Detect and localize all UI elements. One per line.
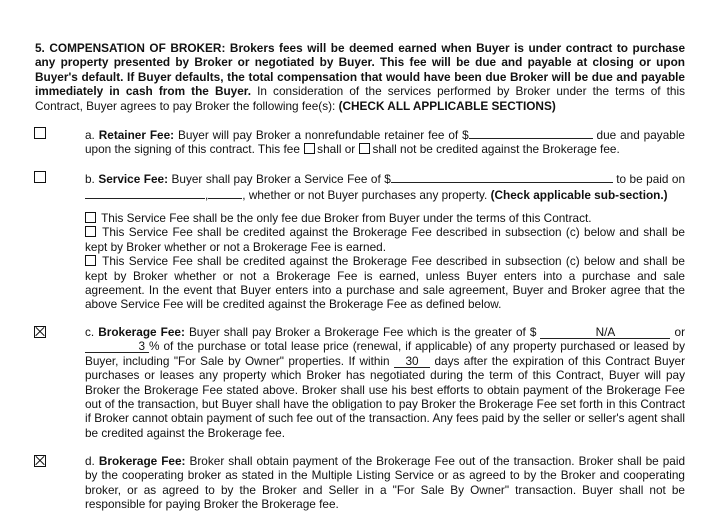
retainer-shall-checkbox[interactable]: [304, 143, 315, 154]
brokerage-fee-c-title: Brokerage Fee:: [98, 325, 185, 339]
service-fee-sub-options: [85, 211, 685, 312]
service-fee-checkbox[interactable]: [34, 171, 46, 183]
brokerage-fee-percent-field[interactable]: 3: [85, 340, 149, 353]
retainer-fee-checkbox[interactable]: [34, 127, 46, 139]
sub-option-1: This Service Fee shall be the only fee due Broker from Buyer under the terms of this Contract.: [85, 211, 685, 225]
brokerage-fee-days-field[interactable]: 30: [394, 355, 430, 368]
brokerage-fee-minimum-field[interactable]: N/A: [540, 326, 670, 339]
brokerage-fee-d-title: Brokerage Fee:: [98, 454, 186, 468]
section-5-intro: [35, 41, 685, 113]
retainer-shall-not-checkbox[interactable]: [359, 143, 370, 154]
section-consideration-text: In consideration of the services performed by Broker under the terms of this Contract, Buyer agrees to pay Broker the following fee(s):: [35, 84, 685, 113]
service-fee-date-field[interactable]: [85, 186, 205, 199]
retainer-fee-amount-field[interactable]: [469, 126, 593, 139]
brokerage-fee-c-paragraph: c. Brokerage Fee: Buyer shall pay Broker a Brokerage Fee which is the greater of $ N/A or 3 % of the purchase or total lease price (renewal, if applicable) of any property purchased or leased by Buyer, including "For Sale by Owner" properties. If within 30 days after the expiration of this Contract Buyer purchases or leases any property which Broker has negotiated during the term of this Contract, Buyer will pay Broker the Brokerage Fee stated above. Broker shall use his best efforts to obtain payment of the Brokerage Fee out of the transaction, but Buyer shall have the obligation to pay Broker the Brokerage Fee set forth in this Contract if Broker cannot obtain payment of such fee out of the transaction. Any fees paid by the seller or seller's agent shall be credited against the Brokerage fee.: [85, 325, 686, 440]
sub-option-2-checkbox[interactable]: [85, 226, 96, 237]
service-fee-paragraph: b. Service Fee: Buyer shall pay Broker a Service Fee of $ to be paid on , , whether or not Buyer purchases any property. (Check applicable sub-section.): [85, 172, 686, 203]
brokerage-fee-c-checkbox[interactable]: [34, 326, 46, 338]
brokerage-fee-d-checkbox[interactable]: [34, 455, 46, 467]
check-sub-section-instruction: (Check applicable sub-section.): [490, 188, 668, 203]
retainer-fee-title: Retainer Fee:: [98, 128, 175, 142]
sub-option-3-checkbox[interactable]: [85, 255, 96, 266]
service-fee-amount-field[interactable]: [391, 170, 613, 183]
sub-option-2: This Service Fee shall be credited against the Brokerage Fee described in subsection (c) below and shall be kept by Broker whether or not a Brokerage Fee is earned.: [85, 225, 685, 254]
sub-option-1-checkbox[interactable]: [85, 212, 96, 223]
section-heading: 5. COMPENSATION OF BROKER:: [35, 41, 226, 55]
service-fee-year-field[interactable]: [208, 186, 242, 199]
brokerage-fee-d-paragraph: d. Brokerage Fee: Broker shall obtain payment of the Brokerage Fee out of the transaction. Broker shall be paid by the cooperating broker as stated in the Multiple Listing Service or as agreed to by the Broker and cooperating broker, or as agreed to by the Broker and Seller in a "For Sale By Owner" transaction. Buyer shall not be responsible for paying Broker the Brokerage fee.: [85, 454, 686, 512]
service-fee-title: Service Fee:: [98, 172, 169, 186]
sub-option-3: This Service Fee shall be credited against the Brokerage Fee described in subsection (c) below and shall be kept by Broker whether or not a Brokerage Fee is earned, unless Buyer enters into a purchase and sale agreement. In the event that Buyer enters into a purchase and sale agreement, Buyer and Broker agree that the above Service Fee will be credited against the Brokerage Fee as defined below.: [85, 254, 685, 312]
retainer-fee-paragraph: a. Retainer Fee: Buyer will pay Broker a nonrefundable retainer fee of $ due and payable upon the signing of this contract. This fee shall or shall not be credited against the Brokerage fee.: [85, 128, 685, 157]
section-bold-terms: Brokers fees will be deemed earned when Buyer is under contract to purchase any property presented by Broker or negotiated by Buyer. This fee will be due and payable at closing or upon Buyer's default. If Buyer defaults, the total compensation that would have been due Broker will be due and payable immediately in cash from the Buyer.: [35, 41, 685, 99]
check-all-instruction: (CHECK ALL APPLICABLE SECTIONS): [338, 98, 556, 113]
